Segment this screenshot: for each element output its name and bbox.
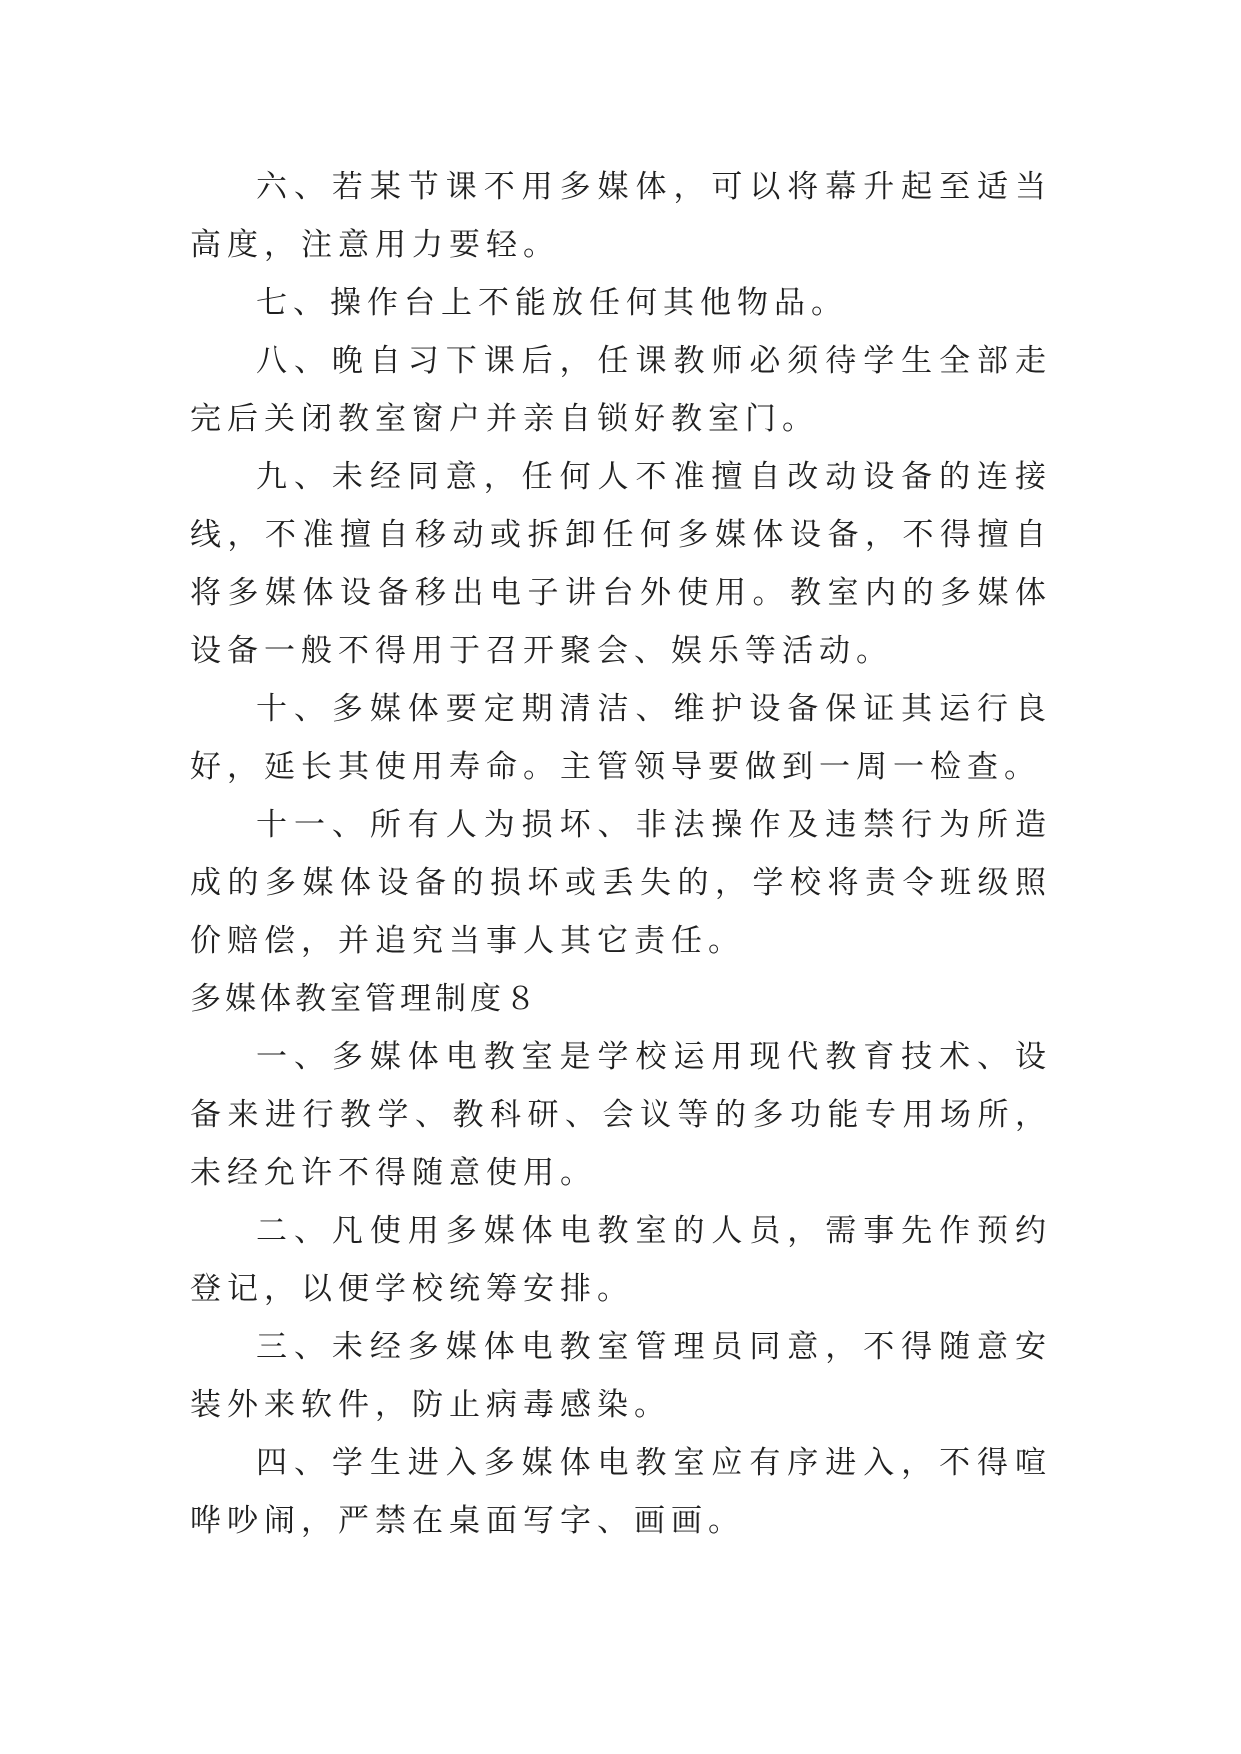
paragraph-item-8: 八、晚自习下课后，任课教师必须待学生全部走完后关闭教室窗户并亲自锁好教室门。 — [190, 343, 1052, 437]
paragraph-item-11: 十一、所有人为损坏、非法操作及违禁行为所造成的多媒体设备的损坏或丢失的，学校将责令班级照价赔偿，并追究当事人其它责任。 — [190, 807, 1052, 959]
rule-item-4: 四、学生进入多媒体电教室应有序进入，不得喧哗吵闹，严禁在桌面写字、画画。 — [190, 1445, 1052, 1539]
rule-item-1: 一、多媒体电教室是学校运用现代教育技术、设备来进行教学、教科研、会议等的多功能专用场所，未经允许不得随意使用。 — [190, 1039, 1052, 1191]
paragraph-item-7: 七、操作台上不能放任何其他物品。 — [256, 285, 848, 321]
document-body — [190, 158, 1052, 1550]
paragraph-item-9: 九、未经同意，任何人不准擅自改动设备的连接线，不准擅自移动或拆卸任何多媒体设备，不得擅自将多媒体设备移出电子讲台外使用。教室内的多媒体设备一般不得用于召开聚会、娱乐等活动。 — [190, 459, 1052, 669]
rule-item-3: 三、未经多媒体电教室管理员同意，不得随意安装外来软件，防止病毒感染。 — [190, 1329, 1052, 1423]
rule-item-2: 二、凡使用多媒体电教室的人员，需事先作预约登记，以便学校统筹安排。 — [190, 1213, 1052, 1307]
section-heading: 多媒体教室管理制度８ — [190, 981, 540, 1017]
paragraph-item-6: 六、若某节课不用多媒体，可以将幕升起至适当高度，注意用力要轻。 — [190, 169, 1052, 263]
paragraph-item-10: 十、多媒体要定期清洁、维护设备保证其运行良好，延长其使用寿命。主管领导要做到一周一检查。 — [190, 691, 1052, 785]
